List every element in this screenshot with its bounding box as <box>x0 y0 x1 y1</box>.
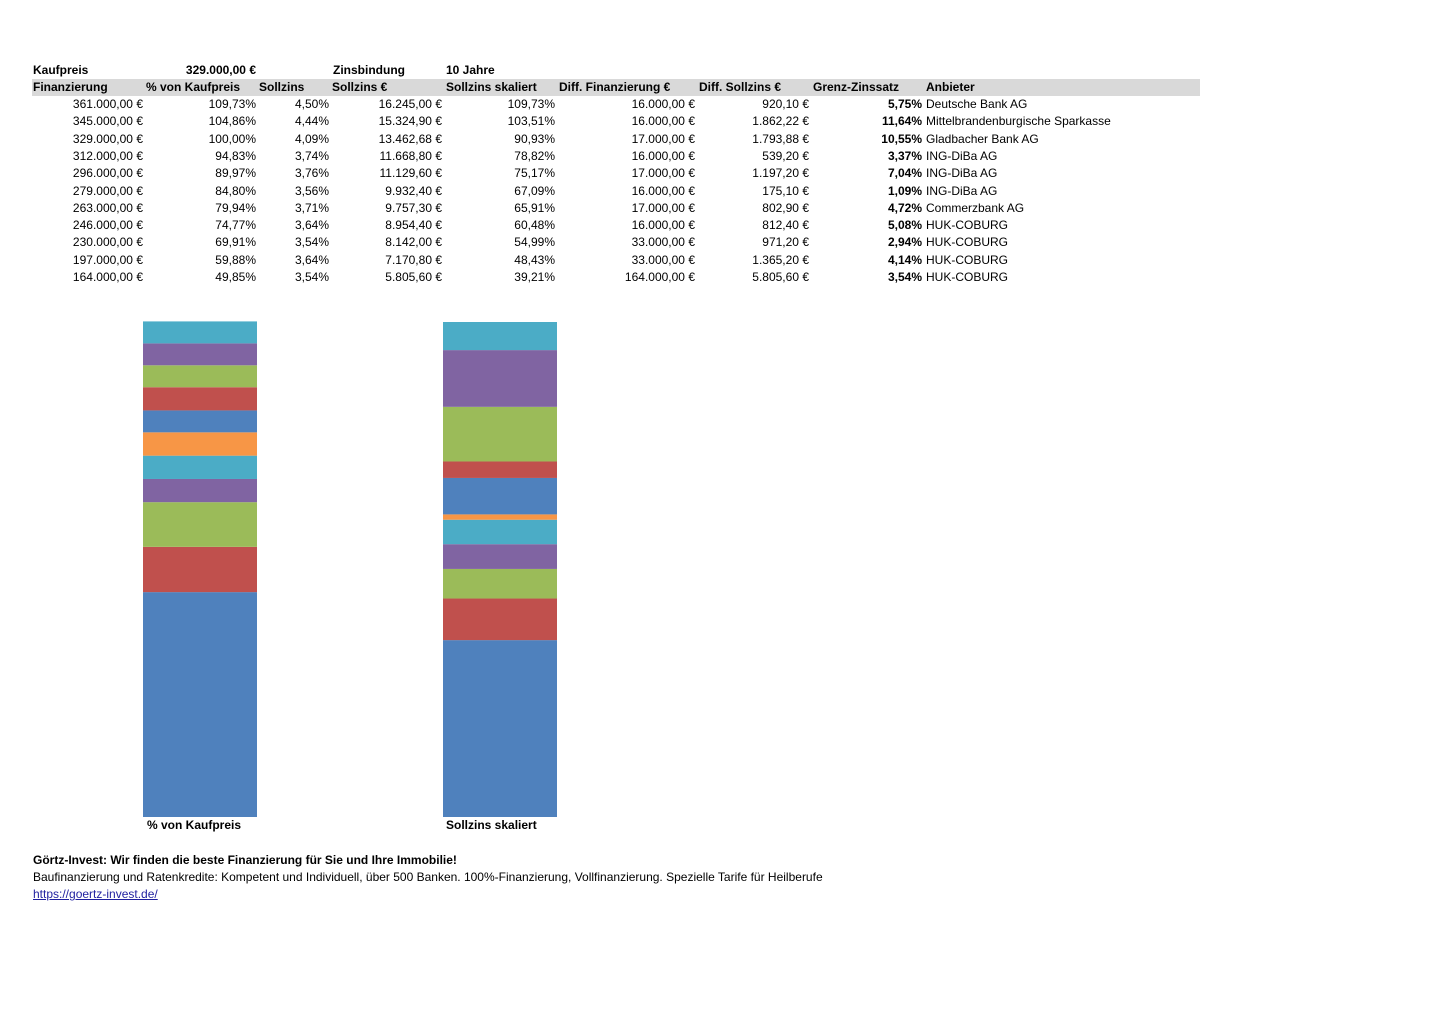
cell-anbieter: Deutsche Bank AG <box>926 97 1028 111</box>
cell-sollzins-skaliert: 103,51% <box>507 114 555 129</box>
zinsbindung-value: 10 Jahre <box>446 63 495 77</box>
cell-diff-sollzins: 1.862,22 € <box>752 114 809 129</box>
cell-grenz-zinssatz: 11,64% <box>881 114 922 129</box>
cell-diff-sollzins: 539,20 € <box>762 148 809 163</box>
chart1-segment-3 <box>143 502 257 547</box>
chart1-segment-4 <box>143 479 257 502</box>
chart2-segment-4 <box>443 544 557 569</box>
cell-sollzins-skaliert: 67,09% <box>514 183 555 198</box>
cell-prozent-kaufpreis: 69,91% <box>215 235 256 250</box>
cell-finanzierung: 312.000,00 € <box>72 148 143 163</box>
header-finanzierung: Finanzierung <box>33 80 108 94</box>
header-diff-sollzins: Diff. Sollzins € <box>699 80 782 94</box>
chart2-segment-7 <box>443 478 557 514</box>
cell-grenz-zinssatz: 7,04% <box>887 166 922 181</box>
cell-grenz-zinssatz: 5,08% <box>887 218 922 233</box>
cell-diff-sollzins: 920,10 € <box>762 97 809 111</box>
cell-finanzierung: 230.000,00 € <box>72 235 143 250</box>
cell-anbieter: ING-DiBa AG <box>926 183 998 198</box>
cell-sollzins: 3,71% <box>294 200 329 215</box>
cell-grenz-zinssatz: 10,55% <box>881 131 922 146</box>
cell-sollzins-skaliert: 48,43% <box>514 252 555 267</box>
cell-sollzins: 3,56% <box>294 183 329 198</box>
header-sollzins: Sollzins <box>259 80 305 94</box>
cell-diff-sollzins: 1.365,20 € <box>752 252 809 267</box>
cell-sollzins: 4,44% <box>294 114 329 129</box>
cell-finanzierung: 197.000,00 € <box>72 252 143 267</box>
cell-anbieter: ING-DiBa AG <box>926 166 998 181</box>
cell-diff-sollzins: 1.793,88 € <box>752 131 809 146</box>
cell-finanzierung: 246.000,00 € <box>72 218 143 233</box>
cell-sollzins-skaliert: 78,82% <box>514 148 555 163</box>
cell-prozent-kaufpreis: 89,97% <box>215 166 256 181</box>
cell-sollzins: 4,09% <box>294 131 329 146</box>
chart2-segment-3 <box>443 569 557 599</box>
cell-finanzierung: 164.000,00 € <box>72 270 143 284</box>
chart1-segment-1 <box>143 592 257 817</box>
footer-text: Baufinanzierung und Ratenkredite: Kompetent und Individuell, über 500 Banken. 100%-Finanzierung, Vollfinanzierung. Spezielle Tarife für Heilberufe <box>33 870 823 884</box>
cell-sollzins-skaliert: 60,48% <box>514 218 555 233</box>
cell-sollzins: 3,74% <box>294 148 329 163</box>
cell-sollzins-euro: 8.954,40 € <box>385 218 442 233</box>
header-sollzins-skaliert: Sollzins skaliert <box>446 80 537 94</box>
website-link[interactable]: https://goertz-invest.de/ <box>33 887 158 901</box>
chart1-segment-8 <box>143 387 257 410</box>
cell-sollzins-euro: 5.805,60 € <box>385 270 442 284</box>
cell-diff-sollzins: 1.197,20 € <box>752 166 809 181</box>
header-prozent-kaufpreis: % von Kaufpreis <box>146 80 241 94</box>
cell-prozent-kaufpreis: 49,85% <box>215 270 256 284</box>
cell-sollzins-skaliert: 90,93% <box>514 131 555 146</box>
cell-diff-sollzins: 175,10 € <box>762 183 809 198</box>
cell-finanzierung: 329.000,00 € <box>72 131 143 146</box>
cell-prozent-kaufpreis: 74,77% <box>215 218 256 233</box>
cell-sollzins-skaliert: 75,17% <box>514 166 555 181</box>
cell-sollzins: 4,50% <box>294 97 329 111</box>
cell-prozent-kaufpreis: 84,80% <box>215 183 256 198</box>
header-anbieter: Anbieter <box>926 80 975 94</box>
cell-diff-finanzierung: 16.000,00 € <box>631 218 695 233</box>
cell-anbieter: Gladbacher Bank AG <box>926 131 1039 146</box>
cell-grenz-zinssatz: 1,09% <box>887 183 922 198</box>
cell-grenz-zinssatz: 4,72% <box>887 200 922 215</box>
cell-diff-finanzierung: 16.000,00 € <box>631 114 695 129</box>
cell-sollzins-euro: 16.245,00 € <box>378 97 442 111</box>
cell-sollzins: 3,54% <box>294 270 329 284</box>
cell-prozent-kaufpreis: 59,88% <box>215 252 256 267</box>
cell-anbieter: ING-DiBa AG <box>926 148 998 163</box>
cell-sollzins-euro: 9.932,40 € <box>385 183 442 198</box>
cell-diff-finanzierung: 16.000,00 € <box>631 97 695 111</box>
cell-prozent-kaufpreis: 104,86% <box>208 114 256 129</box>
cell-finanzierung: 279.000,00 € <box>72 183 143 198</box>
chart2-segment-5 <box>443 520 557 544</box>
cell-sollzins: 3,76% <box>294 166 329 181</box>
cell-sollzins: 3,64% <box>294 252 329 267</box>
cell-diff-finanzierung: 33.000,00 € <box>631 252 695 267</box>
chart1-xlabel: % von Kaufpreis <box>147 818 242 832</box>
cell-diff-finanzierung: 16.000,00 € <box>631 148 695 163</box>
chart2-xlabel: Sollzins skaliert <box>446 818 537 832</box>
chart1-segment-5 <box>143 456 257 479</box>
cell-diff-sollzins: 971,20 € <box>762 235 809 250</box>
cell-sollzins-skaliert: 65,91% <box>514 200 555 215</box>
cell-finanzierung: 296.000,00 € <box>72 166 143 181</box>
chart1-segment-7 <box>143 410 257 432</box>
kaufpreis-label: Kaufpreis <box>33 63 89 77</box>
kaufpreis-value: 329.000,00 € <box>185 63 256 77</box>
header-sollzins-euro: Sollzins € <box>332 80 388 94</box>
cell-prozent-kaufpreis: 109,73% <box>208 97 256 111</box>
cell-prozent-kaufpreis: 100,00% <box>208 131 256 146</box>
cell-diff-finanzierung: 16.000,00 € <box>631 183 695 198</box>
chart1-segment-6 <box>143 432 257 455</box>
cell-diff-sollzins: 5.805,60 € <box>752 270 809 284</box>
cell-sollzins-skaliert: 39,21% <box>514 270 555 284</box>
cell-finanzierung: 345.000,00 € <box>72 114 143 129</box>
cell-anbieter: HUK-COBURG <box>926 235 1009 250</box>
chart2-segment-2 <box>443 599 557 641</box>
cell-grenz-zinssatz: 3,37% <box>887 148 922 163</box>
cell-diff-sollzins: 802,90 € <box>762 200 809 215</box>
cell-sollzins-euro: 7.170,80 € <box>385 252 442 267</box>
cell-grenz-zinssatz: 3,54% <box>887 270 922 284</box>
header-grenz-zinssatz: Grenz-Zinssatz <box>813 80 900 94</box>
cell-grenz-zinssatz: 5,75% <box>887 97 922 111</box>
cell-sollzins-euro: 8.142,00 € <box>385 235 442 250</box>
cell-diff-finanzierung: 17.000,00 € <box>631 166 695 181</box>
cell-diff-sollzins: 812,40 € <box>762 218 809 233</box>
cell-diff-finanzierung: 17.000,00 € <box>631 200 695 215</box>
cell-sollzins-euro: 13.462,68 € <box>378 131 442 146</box>
chart2-segment-10 <box>443 350 557 407</box>
cell-finanzierung: 263.000,00 € <box>72 200 143 215</box>
chart2-segment-11 <box>443 322 557 350</box>
chart2-segment-8 <box>443 461 557 477</box>
chart1-segment-11 <box>143 321 257 343</box>
cell-sollzins-skaliert: 109,73% <box>507 97 555 111</box>
cell-sollzins-euro: 11.668,80 € <box>379 148 442 163</box>
cell-sollzins-euro: 15.324,90 € <box>378 114 442 129</box>
chart1-segment-2 <box>143 547 257 592</box>
cell-anbieter: HUK-COBURG <box>926 252 1009 267</box>
chart2-segment-6 <box>443 514 557 519</box>
cell-diff-finanzierung: 164.000,00 € <box>624 270 695 284</box>
zinsbindung-label: Zinsbindung <box>333 63 405 77</box>
cell-anbieter: HUK-COBURG <box>926 270 1009 284</box>
cell-sollzins-euro: 11.129,60 € <box>379 166 442 181</box>
cell-anbieter: Mittelbrandenburgische Sparkasse <box>926 114 1111 129</box>
cell-diff-finanzierung: 17.000,00 € <box>631 131 695 146</box>
cell-anbieter: HUK-COBURG <box>926 218 1009 233</box>
footer-headline: Görtz-Invest: Wir finden die beste Finanzierung für Sie und Ihre Immobilie! <box>33 853 457 867</box>
cell-grenz-zinssatz: 4,14% <box>887 252 922 267</box>
chart2-segment-9 <box>443 407 557 462</box>
chart1-segment-10 <box>143 343 257 365</box>
cell-finanzierung: 361.000,00 € <box>72 97 143 111</box>
chart2-segment-1 <box>443 640 557 817</box>
cell-anbieter: Commerzbank AG <box>926 200 1025 215</box>
cell-sollzins-euro: 9.757,30 € <box>385 200 442 215</box>
cell-sollzins: 3,64% <box>294 218 329 233</box>
cell-sollzins-skaliert: 54,99% <box>514 235 555 250</box>
cell-sollzins: 3,54% <box>294 235 329 250</box>
header-diff-finanzierung: Diff. Finanzierung € <box>559 80 671 94</box>
cell-prozent-kaufpreis: 94,83% <box>215 148 256 163</box>
chart1-segment-9 <box>143 365 257 387</box>
cell-diff-finanzierung: 33.000,00 € <box>631 235 695 250</box>
cell-grenz-zinssatz: 2,94% <box>887 235 922 250</box>
cell-prozent-kaufpreis: 79,94% <box>215 200 256 215</box>
